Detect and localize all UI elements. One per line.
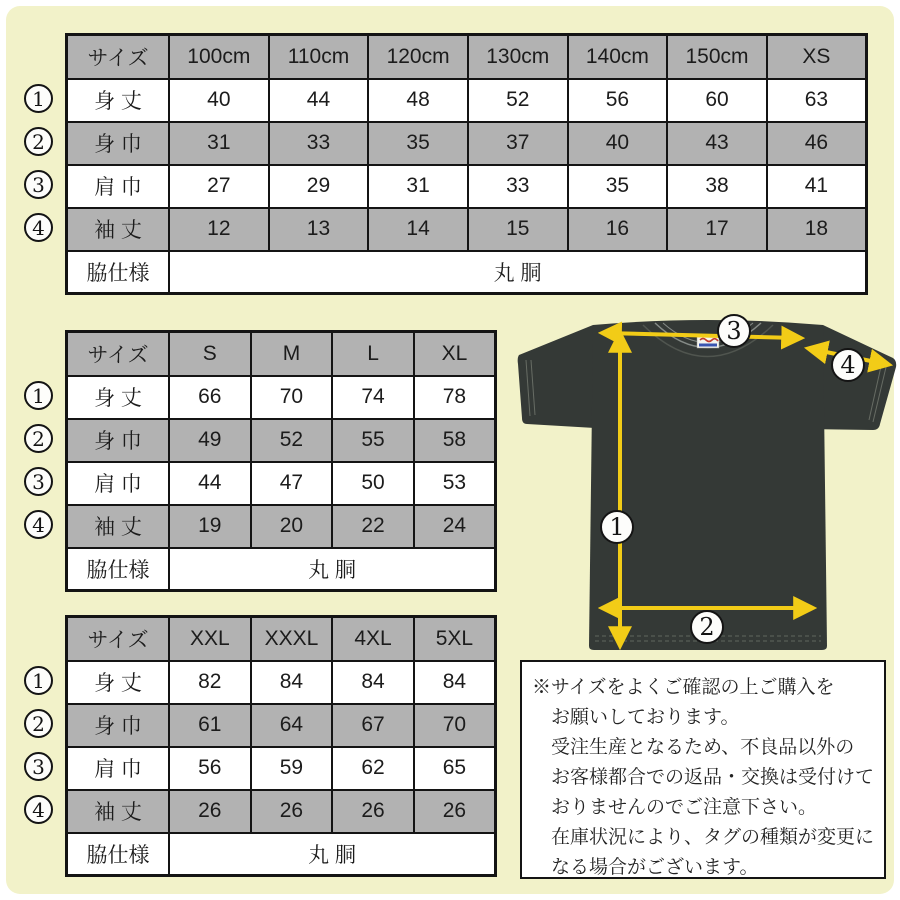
side-spec-value: 丸 胴 bbox=[169, 833, 496, 876]
measure-row bbox=[67, 419, 496, 462]
column-header: サイズ bbox=[67, 332, 170, 376]
note-line: 受注生産となるため、不良品以外の bbox=[551, 737, 855, 758]
measure-row bbox=[67, 661, 496, 704]
column-header: 130cm bbox=[468, 35, 568, 79]
measure-value: 52 bbox=[251, 419, 333, 462]
measure-label: 袖 丈 bbox=[67, 208, 170, 251]
column-header: 140cm bbox=[568, 35, 668, 79]
measure-value: 26 bbox=[169, 790, 251, 833]
row-number-marker: 3 bbox=[24, 467, 53, 496]
measure-value: 18 bbox=[767, 208, 867, 251]
measure-value: 26 bbox=[414, 790, 496, 833]
side-spec-label: 脇仕様 bbox=[67, 548, 170, 591]
measure-value: 37 bbox=[468, 122, 568, 165]
measure-value: 58 bbox=[414, 419, 496, 462]
measure-value: 66 bbox=[169, 376, 251, 419]
column-header: 5XL bbox=[414, 617, 496, 661]
measure-value: 82 bbox=[169, 661, 251, 704]
side-spec-row bbox=[67, 548, 496, 591]
measure-label: 肩 巾 bbox=[67, 747, 170, 790]
measure-row bbox=[67, 790, 496, 833]
measure-value: 84 bbox=[332, 661, 414, 704]
header-row bbox=[67, 332, 496, 376]
side-spec-label: 脇仕様 bbox=[67, 833, 170, 876]
measure-value: 16 bbox=[568, 208, 668, 251]
measure-row bbox=[67, 462, 496, 505]
shirt-marker-sleeve-length: 4 bbox=[831, 348, 865, 382]
measure-value: 19 bbox=[169, 505, 251, 548]
measure-label: 肩 巾 bbox=[67, 165, 170, 208]
shirt-marker-body-width: 2 bbox=[690, 610, 724, 644]
column-header: XL bbox=[414, 332, 496, 376]
measure-row bbox=[67, 165, 867, 208]
measure-label: 身 巾 bbox=[67, 704, 170, 747]
column-header: L bbox=[332, 332, 414, 376]
measure-row bbox=[67, 505, 496, 548]
note-line: なる場合がございます。 bbox=[551, 857, 759, 878]
measure-label: 身 丈 bbox=[67, 661, 170, 704]
measure-value: 55 bbox=[332, 419, 414, 462]
row-number-marker: 1 bbox=[24, 666, 53, 695]
measure-value: 13 bbox=[269, 208, 369, 251]
side-spec-row bbox=[67, 251, 867, 294]
measure-value: 33 bbox=[269, 122, 369, 165]
measure-value: 20 bbox=[251, 505, 333, 548]
measure-value: 56 bbox=[568, 79, 668, 122]
measure-value: 65 bbox=[414, 747, 496, 790]
shirt-marker-body-length: 1 bbox=[600, 510, 634, 544]
measure-value: 78 bbox=[414, 376, 496, 419]
row-number-marker: 3 bbox=[24, 170, 53, 199]
measure-value: 70 bbox=[251, 376, 333, 419]
row-number-marker: 4 bbox=[24, 213, 53, 242]
measure-value: 17 bbox=[667, 208, 767, 251]
row-number-marker: 2 bbox=[24, 709, 53, 738]
measure-value: 49 bbox=[169, 419, 251, 462]
row-number-marker: 4 bbox=[24, 510, 53, 539]
purchase-note-box bbox=[520, 660, 886, 879]
measure-row bbox=[67, 704, 496, 747]
measure-value: 52 bbox=[468, 79, 568, 122]
note-line: お願いしております。 bbox=[551, 707, 740, 728]
measure-value: 62 bbox=[332, 747, 414, 790]
measure-value: 35 bbox=[568, 165, 668, 208]
measure-value: 56 bbox=[169, 747, 251, 790]
size-table-kids bbox=[65, 33, 868, 295]
header-row bbox=[67, 35, 867, 79]
measure-value: 53 bbox=[414, 462, 496, 505]
measure-value: 84 bbox=[414, 661, 496, 704]
column-header: 100cm bbox=[169, 35, 269, 79]
column-header: XS bbox=[767, 35, 867, 79]
measure-label: 袖 丈 bbox=[67, 505, 170, 548]
measure-value: 60 bbox=[667, 79, 767, 122]
measure-label: 身 丈 bbox=[67, 376, 170, 419]
measure-value: 14 bbox=[368, 208, 468, 251]
column-header: XXXL bbox=[251, 617, 333, 661]
column-header: M bbox=[251, 332, 333, 376]
measure-value: 48 bbox=[368, 79, 468, 122]
measure-row bbox=[67, 208, 867, 251]
measure-value: 24 bbox=[414, 505, 496, 548]
measure-value: 31 bbox=[169, 122, 269, 165]
measure-value: 12 bbox=[169, 208, 269, 251]
shirt-body bbox=[589, 320, 827, 650]
measure-value: 67 bbox=[332, 704, 414, 747]
measure-value: 26 bbox=[251, 790, 333, 833]
column-header: 110cm bbox=[269, 35, 369, 79]
side-spec-value: 丸 胴 bbox=[169, 251, 867, 294]
measure-value: 40 bbox=[568, 122, 668, 165]
measure-value: 44 bbox=[269, 79, 369, 122]
row-number-marker: 1 bbox=[24, 84, 53, 113]
measure-label: 肩 巾 bbox=[67, 462, 170, 505]
column-header: サイズ bbox=[67, 35, 170, 79]
measure-value: 35 bbox=[368, 122, 468, 165]
header-row bbox=[67, 617, 496, 661]
measure-value: 31 bbox=[368, 165, 468, 208]
side-spec-label: 脇仕様 bbox=[67, 251, 170, 294]
measure-row bbox=[67, 79, 867, 122]
measure-value: 70 bbox=[414, 704, 496, 747]
measure-value: 15 bbox=[468, 208, 568, 251]
column-header: サイズ bbox=[67, 617, 170, 661]
row-number-marker: 3 bbox=[24, 752, 53, 781]
measure-label: 袖 丈 bbox=[67, 790, 170, 833]
measure-value: 22 bbox=[332, 505, 414, 548]
row-number-marker: 1 bbox=[24, 381, 53, 410]
measure-value: 74 bbox=[332, 376, 414, 419]
measure-value: 43 bbox=[667, 122, 767, 165]
side-spec-row bbox=[67, 833, 496, 876]
measure-value: 27 bbox=[169, 165, 269, 208]
shirt-marker-shoulder-width: 3 bbox=[717, 314, 751, 348]
column-header: 150cm bbox=[667, 35, 767, 79]
measure-value: 38 bbox=[667, 165, 767, 208]
measure-value: 33 bbox=[468, 165, 568, 208]
measure-label: 身 巾 bbox=[67, 122, 170, 165]
column-header: S bbox=[169, 332, 251, 376]
measure-value: 47 bbox=[251, 462, 333, 505]
measure-row bbox=[67, 122, 867, 165]
measure-value: 44 bbox=[169, 462, 251, 505]
note-line: お客様都合での返品・交換は受付けて bbox=[551, 767, 875, 788]
note-line: ※サイズをよくご確認の上ご購入を bbox=[532, 677, 835, 698]
measure-label: 身 巾 bbox=[67, 419, 170, 462]
measure-value: 40 bbox=[169, 79, 269, 122]
size-table-adult bbox=[65, 330, 497, 592]
row-number-marker: 2 bbox=[24, 424, 53, 453]
measure-value: 41 bbox=[767, 165, 867, 208]
measure-value: 61 bbox=[169, 704, 251, 747]
note-line: おりませんのでご注意下さい。 bbox=[551, 797, 818, 818]
note-line: 在庫状況により、タグの種類が変更に bbox=[551, 827, 875, 848]
column-header: 4XL bbox=[332, 617, 414, 661]
row-number-marker: 4 bbox=[24, 795, 53, 824]
measure-row bbox=[67, 376, 496, 419]
measure-value: 64 bbox=[251, 704, 333, 747]
measure-value: 46 bbox=[767, 122, 867, 165]
measure-row bbox=[67, 747, 496, 790]
measure-value: 59 bbox=[251, 747, 333, 790]
column-header: 120cm bbox=[368, 35, 468, 79]
measure-value: 63 bbox=[767, 79, 867, 122]
measure-value: 50 bbox=[332, 462, 414, 505]
measure-value: 84 bbox=[251, 661, 333, 704]
size-table-big bbox=[65, 615, 497, 877]
side-spec-value: 丸 胴 bbox=[169, 548, 496, 591]
measure-value: 29 bbox=[269, 165, 369, 208]
row-number-marker: 2 bbox=[24, 127, 53, 156]
column-header: XXL bbox=[169, 617, 251, 661]
measure-label: 身 丈 bbox=[67, 79, 170, 122]
measure-value: 26 bbox=[332, 790, 414, 833]
